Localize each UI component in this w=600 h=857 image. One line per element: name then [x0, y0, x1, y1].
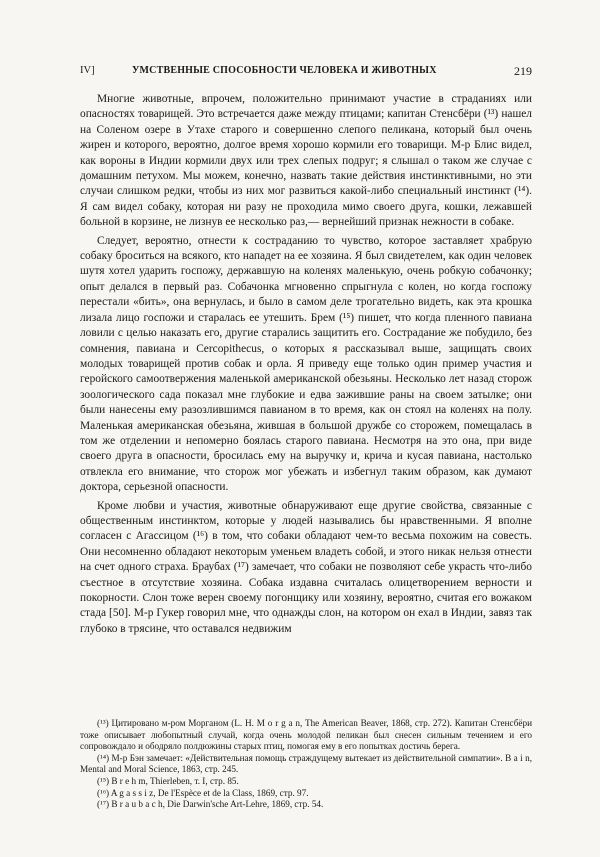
paragraph: Кроме любви и участия, животные обнаруживают еще другие свойства, связанные с общественным инстинктом, которые у людей назывались бы нравственными. Я вполне согласен с Агассицом (¹⁶) в том, что собаки обладают чем-то весьма похожим на совесть. Они несомненно обладают некоторым уменьем владеть собой, и этого никак нельзя отнести на счет одного страха. Браубах (¹⁷) замечает, что собаки не позволяют себе украсть что-либо съестное в отсутствие хозяина. Собака издавна считалась олицетворением верности и покорности. Слон тоже верен своему погонщику или хозяину, вероятно, считая его вожаком стада [50]. М-р Гукер говорил мне, что однажды слон, на котором он ехал в Индии, завяз так глубоко в трясине, что оставался недвижим	[80, 499, 532, 635]
running-header	[80, 64, 532, 78]
footnote: (¹⁷) B r a u b a c h, Die Darwin'sche Art-Lehre, 1869, стр. 54.	[97, 799, 324, 810]
section-number: IV]	[80, 65, 95, 76]
main-text	[80, 92, 532, 640]
paragraph: Следует, вероятно, отнести к состраданию то чувство, которое заставляет храбрую собаку броситься на всякого, кто нападет на ее хозяина. Я был свидетелем, как один человек шутя хотел ударить госпожу, державшую на коленях маленькую, очень робкую собачонку; опыт делался в первый раз. Собачонка мгновенно спрыгнула с колен, но когда госпожу перестали «бить», она вернулась, и было в самом деле трогательно видеть, как эта крошка лизала лицо госпожи и старалась ее утешить. Брем (¹⁵) пишет, что когда пленного павиана ловили с целью наказать его, другие старались защитить его. Сострадание же побудило, без сомнения, павиана и Cercopithecus, о которых я рассказывал выше, защищать своих молодых товарищей против собак и орла. Я приведу еще только один пример участия и геройского самоотвержения маленькой американской обезьяны. Несколько лет назад сторож зоологического сада показал мне глубокие и едва зажившие раны на своем затылке; они были нанесены ему разозлившимся павианом в то время, как он стоял на коленях на полу. Маленькая американская обезьяна, жившая в большой дружбе со сторожем, помещалась в том же отделении и непомерно боялась старого павиана. Несмотря на это она, при виде своего друга в опасности, бросилась ему на выручку и, крича и кусая павиана, настолько отвлекла его внимание, что сторож мог убежать и избегнул таким образом, как думают доктора, серьезной опасности.	[80, 234, 532, 494]
footnote: (¹⁴) М-р Бэн замечает: «Действительная помощь страждущему вытекает из действительной симпатии». B a i n, Mental and Moral Science, 1863, стр. 245.	[80, 752, 532, 775]
chapter-title: УМСТВЕННЫЕ СПОСОБНОСТИ ЧЕЛОВЕКА И ЖИВОТНЫХ	[132, 65, 437, 76]
footnote: (¹³) Цитировано м-ром Морганом (L. H. M o r g a n, The American Beaver, 1868, стр. 272). Капитан Стенсбёри тоже описывает любопытный случай, когда очень молодой пеликан был снесен сильным течением и его сопровождало и ободряло полдюжины старых птиц, помогая ему в его попытках достичь берега.	[80, 718, 532, 752]
page-number: 219	[514, 64, 532, 78]
footnotes	[80, 718, 532, 811]
footnote: (¹⁵) B r e h m, Thierleben, т. I, стр. 85.	[97, 775, 239, 786]
footnote: (¹⁶) A g a s s i z, De l'Espèce et de la Class, 1869, стр. 97.	[97, 787, 309, 798]
paragraph: Многие животные, впрочем, положительно принимают участие в страданиях или опасностях товарищей. Это встречается даже между птицами; капитан Стенсбёри (¹³) нашел на Соленом озере в Утахе старого и совершенно слепого пеликана, который был очень жирен и которого, вероятно, долгое время хорошо кормили его товарищи. М-р Блис видел, как вороны в Индии кормили двух или трех слепых подруг; я слышал о таком же случае с домашним петухом. Мы можем, конечно, назвать такие действия инстинктивными, но эти случаи слишком редки, чтобы из них мог развиться какой-либо специальный инстинкт (¹⁴). Я сам видел собаку, которая ни разу не проходила мимо своего друга, кошки, лежавшей больной в корзине, не лизнув ее несколько раз,— вернейший признак нежности в собаке.	[80, 93, 532, 229]
